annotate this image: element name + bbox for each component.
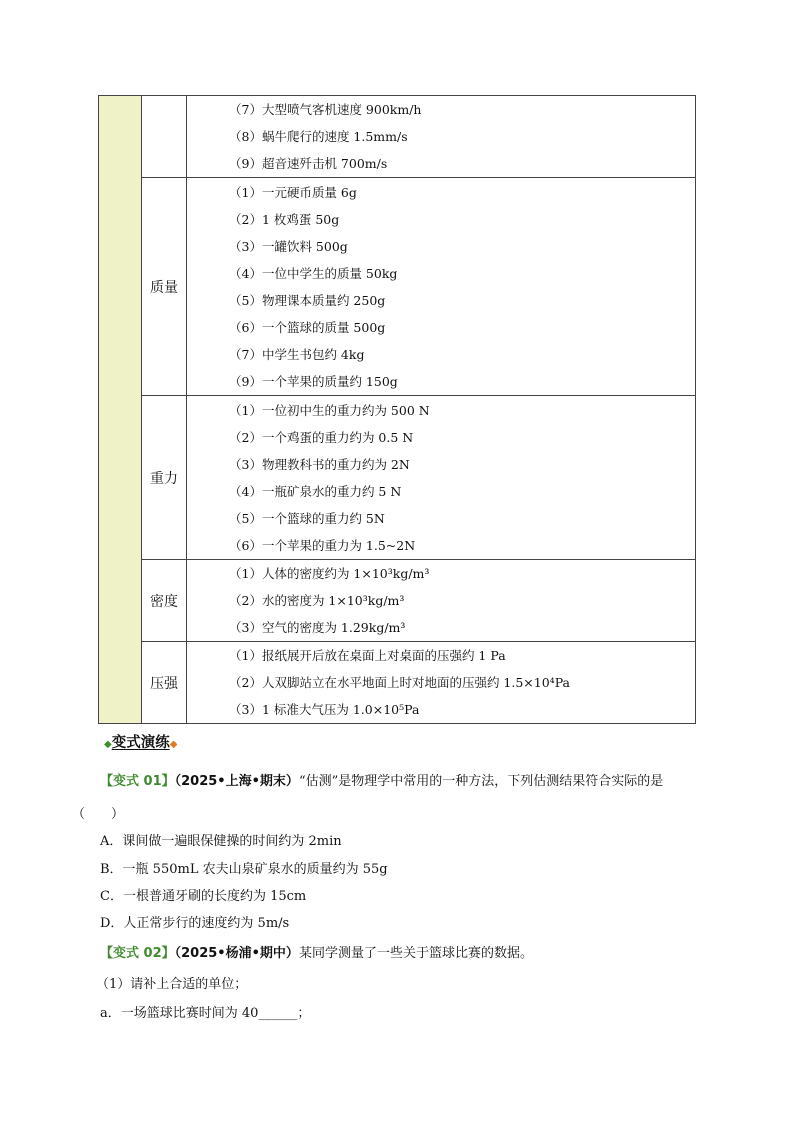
question-1-stem	[100, 770, 663, 789]
category-cell: 质量	[142, 178, 187, 396]
option-c: C．一根普通牙刷的长度约为 15cm	[100, 889, 307, 904]
list-item: （5）一个篮球的重力约 5N	[229, 510, 385, 526]
sub-question-1: （1）请补上合适的单位；	[96, 977, 248, 992]
list-item: （1）一元硬币质量 6g	[229, 184, 357, 200]
question-tag: 【变式 02】	[100, 946, 175, 961]
list-item: （7）中学生书包约 4kg	[229, 346, 365, 362]
option-b: B．一瓶 550mL 农夫山泉矿泉水的质量约为 55g	[100, 862, 388, 877]
list-item: （4）一位中学生的质量 50kg	[229, 265, 398, 281]
diamond-icon: ◆	[104, 739, 112, 750]
list-item: （1）人体的密度约为 1×10³kg/m³	[229, 566, 430, 581]
list-item: （3）1 标准大气压为 1.0×10⁵Pa	[229, 702, 420, 717]
question-source: （2025•杨浦•期中）	[174, 946, 299, 961]
question-source: （2025•上海•期末）	[174, 774, 299, 789]
list-item: （3）一罐饮料 500g	[229, 238, 348, 254]
list-item: （9）一个苹果的质量约 150g	[229, 373, 398, 389]
diamond-icon: ◆	[169, 739, 178, 750]
table-side-column	[99, 96, 142, 724]
category-cell: 压强	[142, 642, 187, 724]
list-item: （3）物理教科书的重力约为 2N	[229, 456, 410, 472]
table-row	[99, 396, 696, 560]
list-item: （9）超音速歼击机 700m/s	[229, 156, 388, 171]
option-a: A．课间做一遍眼保健操的时间约为 2min	[100, 834, 342, 849]
answer-parenthesis: （ ）	[72, 807, 125, 822]
list-item: （6）一个苹果的重力为 1.5~2N	[229, 537, 416, 553]
items-cell	[187, 396, 696, 560]
list-item: （2）人双脚站立在水平地面上时对地面的压强约 1.5×10⁴Pa	[229, 675, 570, 690]
table-row	[99, 178, 696, 396]
items-cell	[187, 178, 696, 396]
section-header	[104, 731, 177, 752]
list-item: （2）1 枚鸡蛋 50g	[229, 211, 340, 227]
question-2-stem	[100, 942, 533, 961]
list-item: （4）一瓶矿泉水的重力约 5 N	[229, 483, 402, 499]
list-item: （5）物理课本质量约 250g	[229, 292, 386, 308]
list-item: （1）报纸展开后放在桌面上对桌面的压强约 1 Pa	[229, 648, 506, 663]
items-cell	[187, 642, 696, 724]
items-cell	[187, 560, 696, 642]
list-item: （6）一个篮球的质量 500g	[229, 319, 386, 335]
section-title: 变式演练	[111, 735, 170, 751]
option-d: D．人正常步行的速度约为 5m/s	[100, 916, 290, 931]
category-cell	[142, 96, 187, 178]
sub-question-a: a．一场篮球比赛时间为 40______；	[100, 1006, 311, 1021]
category-cell: 密度	[142, 560, 187, 642]
list-item: （1）一位初中生的重力约为 500 N	[229, 402, 430, 418]
list-item: （7）大型喷气客机速度 900km/h	[229, 102, 422, 117]
list-item: （3）空气的密度为 1.29kg/m³	[229, 620, 406, 635]
question-text: “估测”是物理学中常用的一种方法，下列估测结果符合实际的是	[298, 774, 664, 789]
list-item: （2）水的密度为 1×10³kg/m³	[229, 593, 405, 608]
table-row	[99, 560, 696, 642]
estimation-table	[98, 95, 696, 724]
list-item: （8）蜗牛爬行的速度 1.5mm/s	[229, 129, 408, 144]
list-item: （2）一个鸡蛋的重力约为 0.5 N	[229, 429, 414, 445]
table-row	[99, 96, 696, 178]
question-tag: 【变式 01】	[100, 774, 175, 789]
items-cell	[187, 96, 696, 178]
table-row	[99, 642, 696, 724]
category-cell: 重力	[142, 396, 187, 560]
question-text: 某同学测量了一些关于篮球比赛的数据。	[298, 946, 533, 961]
